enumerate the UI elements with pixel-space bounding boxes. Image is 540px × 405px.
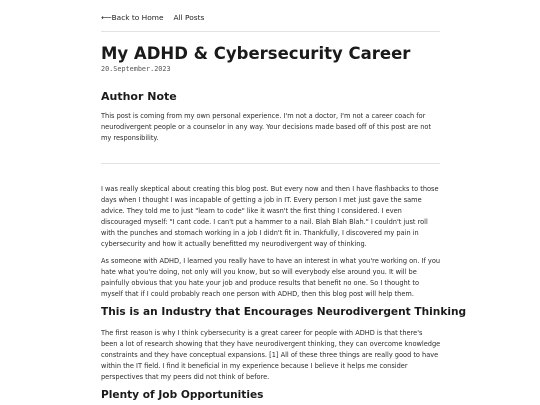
author-note-heading: Author Note [101, 90, 177, 103]
top-nav [101, 13, 204, 22]
post-date: 20.September.2023 [101, 65, 171, 73]
author-note-divider [101, 163, 440, 164]
back-to-home-link[interactable] [101, 13, 164, 22]
industry-heading: This is an Industry that Encourages Neurodivergent Thinking [101, 306, 467, 318]
intro-paragraph-2: As someone with ADHD, I learned you really have to have an interest in what you're working on. If you hate what you're doing, not only will you know, but so will everybody else around you. It will be painfully obvious that you hate your job and produce results that benefit no one. So I thought to myself that if I could probably reach one person with ADHD, then this blog post will help them. [101, 257, 441, 298]
intro-paragraph-1: I was really skeptical about creating this blog post. But every now and then I have flashbacks to those days when I thought I was incapable of getting a job in IT. Every person I met just gave the same advice. They told me to just "learn to code" like it wasn't the first thing I considered. I even discouraged myself: "I cant code. I can't put a hammer to a nail. Blah Blah Blah." I couldn't just roll with the punches and stomach working in a job I didn't fit in. Thankfully, I discovered my pain in cybersecurity and how it actually benefitted my neurodivergent way of thinking. [101, 185, 439, 248]
nav-divider [101, 31, 440, 32]
arrow-left-icon: ⟵ [101, 13, 112, 22]
job-opportunities-heading: Plenty of Job Opportunities [101, 389, 264, 401]
author-note-text: This post is coming from my own personal experience. I'm not a doctor, I'm not a career coach for neurodivergent people or a counselor in any way. Your decisions made based off of this post are not my responsibility. [101, 112, 432, 142]
post-title: My ADHD & Cybersecurity Career [101, 44, 411, 63]
all-posts-link[interactable]: All Posts [173, 13, 205, 22]
industry-paragraph: The first reason is why I think cybersecurity is a great career for people with ADHD is that there's been a lot of research showing that they have neurodivergent thinking, they can overcome knowledge constraints and they have conceptual expansions. [1] All of these three things are really good to have within the IT field. I find it beneficial in my experience because I believe it helps me consider perspectives that my peers did not think of before. [101, 329, 441, 381]
back-to-home-label: Back to Home [111, 13, 164, 22]
